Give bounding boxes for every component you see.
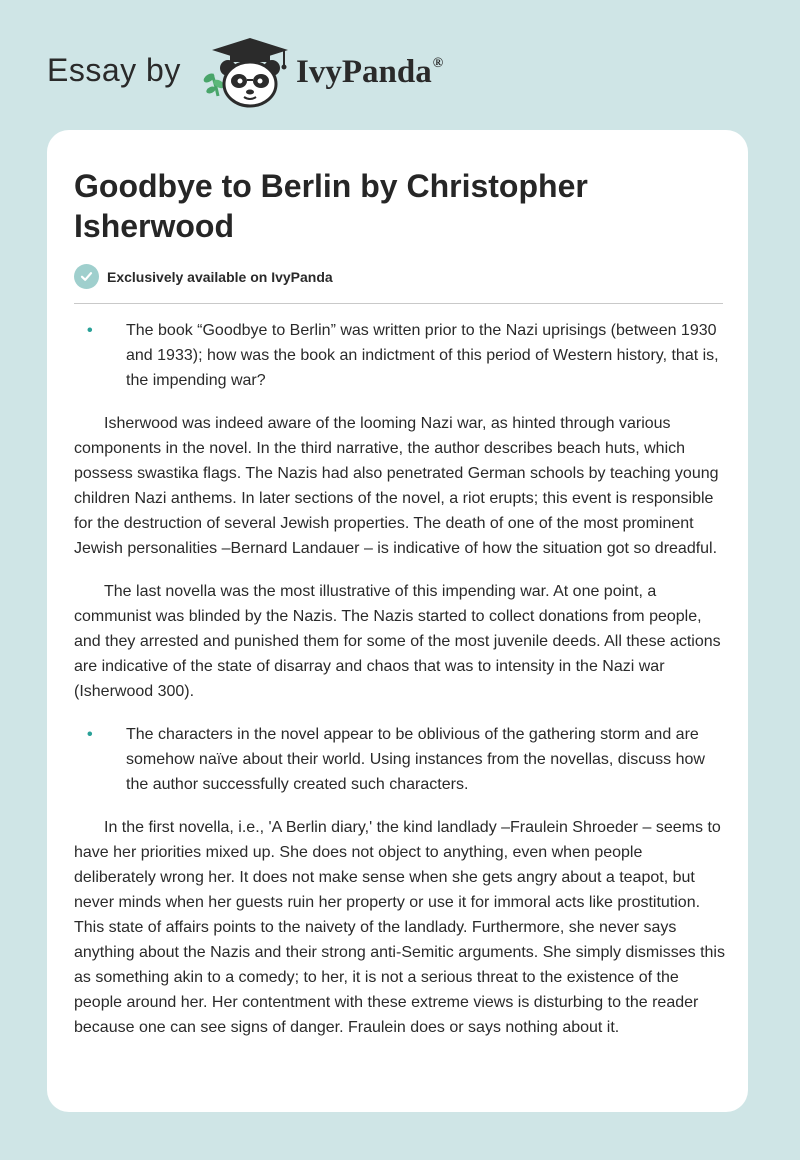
- question-text: The characters in the novel appear to be oblivious of the gathering storm and are somehow naïve about their world. Using instances from the novellas, discuss how the author successfully created such characters.: [126, 726, 705, 793]
- bullet-dot-icon: •: [87, 726, 93, 743]
- question-bullet: [74, 318, 726, 393]
- essay-card: [47, 130, 748, 1112]
- check-icon: [74, 264, 99, 289]
- paragraph: Isherwood was indeed aware of the looming Nazi war, as hinted through various components in the novel. In the third narrative, the author describes beach huts, which possess swastika flags. The Nazis had also penetrated German schools by teaching young children Nazi anthems. In later sections of the novel, a riot erupts; this event is responsible for the destruction of several Jewish properties. The death of one of the most prominent Jewish personalities –Bernard Landauer – is indicative of how the situation got so dreadful.: [74, 415, 719, 557]
- essay-title: Goodbye to Berlin by Christopher Isherwood: [74, 168, 588, 244]
- question-bullet: [74, 722, 726, 797]
- exclusive-badge-text: Exclusively available on IvyPanda: [107, 268, 333, 285]
- site-header: [0, 0, 800, 130]
- essay-body: [74, 318, 726, 1058]
- question-text: The book “Goodbye to Berlin” was written prior to the Nazi uprisings (between 1930 and 1933); how was the book an indictment of this period of Western history, that is, the impending war?: [126, 322, 719, 389]
- essay-by-label: Essay by: [47, 52, 181, 88]
- ivypanda-brand[interactable]: [296, 54, 443, 91]
- brand-name-text: IvyPanda: [296, 54, 432, 90]
- paragraph: In the first novella, i.e., 'A Berlin diary,' the kind landlady –Fraulein Shroeder – seems to have her priorities mixed up. She does not object to anything, even when people deliberately wrong her. It does not make sense when she gets angry about a teapot, but never minds when her guests ruin her property or use it for immoral acts like prostitution. This state of affairs points to the naivety of the landlady. Furthermore, she never says anything about the Nazis and their strong anti-Semitic arguments. She simply dismisses this as something akin to a comedy; to her, it is not a serious threat to the existence of the people around her. Her contentment with these extreme views is disturbing to the reader because one can see signs of danger. Fraulein does or says nothing about it.: [74, 819, 725, 1036]
- exclusive-badge: [74, 264, 333, 289]
- paragraph: The last novella was the most illustrative of this impending war. At one point, a communist was blinded by the Nazis. The Nazis started to collect donations from people, and they arrested and punished them for some of the most juvenile deeds. All these actions are indicative of the state of disarray and chaos that was to intensity in the Nazi war (Isherwood 300).: [74, 583, 721, 700]
- bullet-dot-icon: •: [87, 322, 93, 339]
- title-divider: [74, 303, 723, 304]
- panda-logo-icon[interactable]: [200, 34, 296, 110]
- registered-mark: ®: [432, 56, 444, 71]
